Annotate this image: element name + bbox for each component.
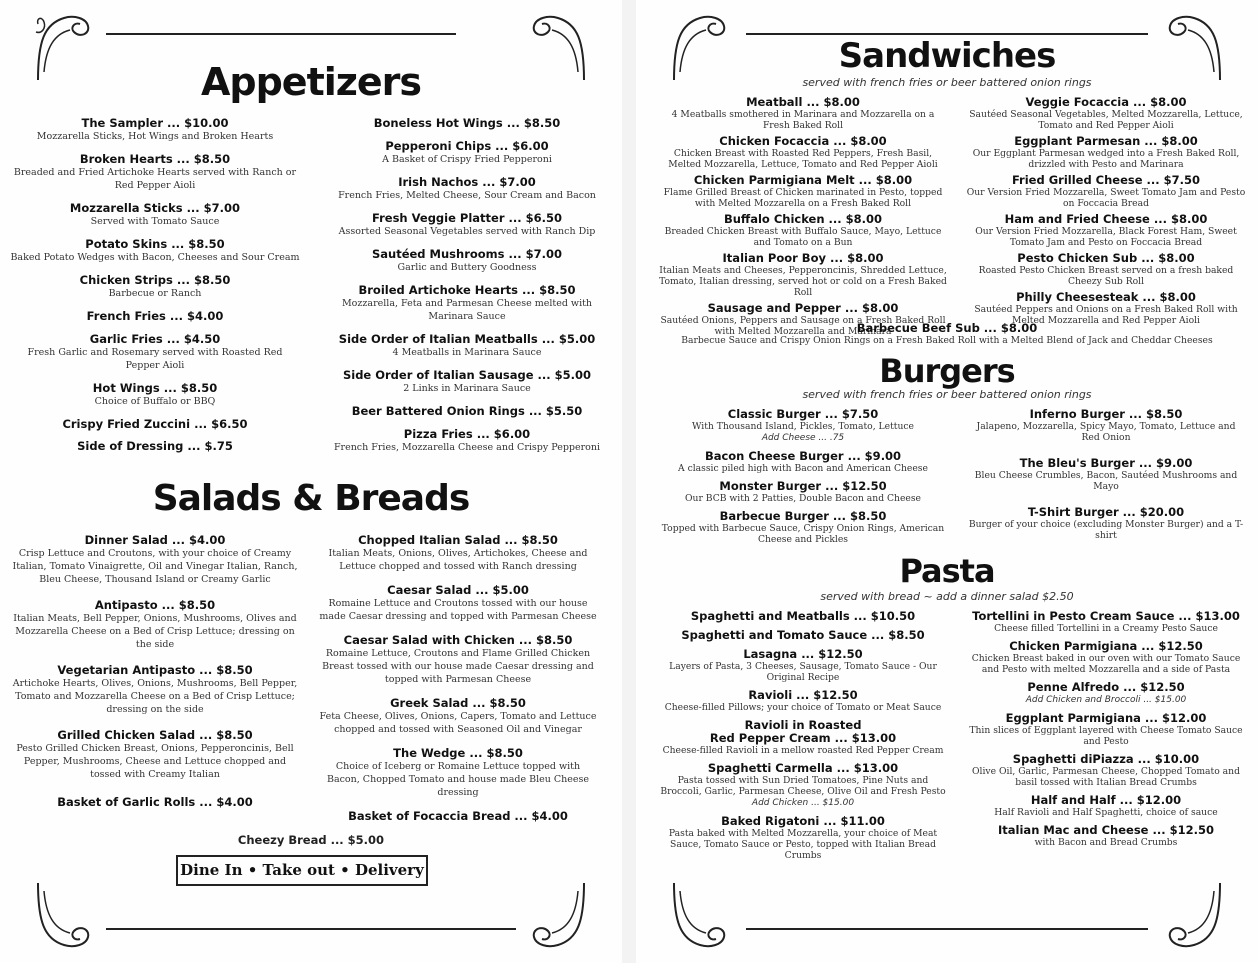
menu-item-name: Grilled Chicken Salad ... $8.50 (57, 728, 253, 742)
menu-item (966, 640, 1246, 675)
menu-item-description: Romaine Lettuce, Croutons and Flame Grilled Chicken Breast tossed with our house made Caesar dressing and topped with Parmesan Cheese (322, 648, 594, 685)
menu-item-description: Layers of Pasta, 3 Cheeses, Sausage, Tomato Sauce - Our Original Recipe (669, 661, 937, 683)
salads-right-column (318, 533, 598, 823)
menu-item (318, 175, 616, 202)
menu-item-description: Our Version Fried Mozzarella, Sweet Tomato Jam and Pesto on Foccacia Bread (966, 187, 1246, 209)
menu-page-right (636, 0, 1258, 963)
menu-item-description: Served with Tomato Sauce (90, 216, 220, 227)
menu-item-name: Eggplant Parmigiana ... $12.00 (1005, 711, 1207, 725)
menu-item-description: Flame Grilled Breast of Chicken marinated in Pesto, topped with Melted Mozzarella on a Fresh Baked Roll (663, 187, 943, 209)
menu-item-description: Olive Oil, Garlic, Parmesan Cheese, Chopped Tomato and basil tossed with Italian Bread Crumbs (972, 766, 1240, 788)
menu-item (318, 533, 598, 573)
top-divider (746, 33, 1148, 35)
menu-item-description: Mozzarella, Feta and Parmesan Cheese melted with Marinara Sauce (341, 298, 593, 322)
menu-item-description: 4 Meatballs in Marinara Sauce (392, 347, 542, 358)
menu-item-name: Pizza Fries ... $6.00 (403, 427, 531, 441)
menu-item-description: Romaine Lettuce and Croutons tossed with our house made Caesar dressing and topped with Parmesan Cheese (319, 598, 597, 622)
menu-item (658, 629, 948, 642)
menu-item (10, 598, 300, 651)
menu-item (966, 135, 1246, 170)
menu-item-name: Spaghetti and Tomato Sauce ... $8.50 (681, 628, 925, 642)
menu-item (966, 610, 1246, 634)
menu-item-name: Side of Dressing ... $.75 (77, 439, 233, 453)
menu-item-description: Feta Cheese, Olives, Onions, Capers, Tomato and Lettuce chopped and tossed with Seasoned Oil and Vinegar (319, 711, 597, 735)
menu-item-name: Broiled Artichoke Hearts ... $8.50 (358, 283, 576, 297)
menu-item-description: Pesto Grilled Chicken Breast, Onions, Pepperoncinis, Bell Pepper, Mushrooms, Cheese and Lettuce chopped and tossed with Creamy Italian (16, 743, 294, 780)
menu-item-name: Veggie Focaccia ... $8.00 (1025, 95, 1187, 109)
menu-item (658, 450, 948, 474)
pasta-right-column (966, 610, 1246, 848)
menu-item (966, 252, 1246, 287)
menu-item-name: Caesar Salad ... $5.00 (387, 583, 529, 597)
sandwiches-left-column (658, 96, 948, 337)
menu-item (658, 719, 948, 756)
corner-flourish-icon (1152, 879, 1224, 951)
menu-item-name: Spaghetti Carmella ... $13.00 (707, 761, 899, 775)
menu-item (318, 211, 616, 238)
menu-item (10, 439, 300, 453)
bottom-divider (746, 928, 1148, 930)
menu-item (318, 696, 598, 736)
menu-item-name: The Wedge ... $8.50 (393, 746, 523, 760)
menu-item-name: Baked Rigatoni ... $11.00 (721, 814, 885, 828)
menu-item (966, 681, 1246, 706)
menu-item-name: Fried Grilled Cheese ... $7.50 (1011, 173, 1201, 187)
sandwiches-right-column (966, 96, 1246, 326)
menu-item-name: Bacon Cheese Burger ... $9.00 (704, 449, 902, 463)
menu-page-left (0, 0, 622, 963)
menu-item-name: Boneless Hot Wings ... $8.50 (373, 116, 561, 130)
menu-item (658, 480, 948, 504)
menu-item (318, 404, 616, 418)
menu-item (318, 746, 598, 799)
menu-item-description: Cheese filled Tortellini in a Creamy Pesto Sauce (994, 623, 1218, 634)
menu-item (658, 252, 948, 298)
menu-item-name: Fresh Veggie Platter ... $6.50 (372, 211, 562, 225)
menu-item (658, 135, 948, 170)
menu-item (658, 510, 948, 545)
menu-item-name: Mozzarella Sticks ... $7.00 (69, 201, 241, 215)
menu-item-name: Ravioli ... $12.50 (748, 688, 858, 702)
menu-item-name: The Bleu's Burger ... $9.00 (1019, 456, 1193, 470)
menu-item (318, 633, 598, 686)
menu-item-description: Breaded and Fried Artichoke Hearts served with Ranch or Red Pepper Aioli (13, 167, 297, 191)
menu-item (10, 273, 300, 300)
menu-item (318, 116, 616, 130)
menu-item-description: Assorted Seasonal Vegetables served with Ranch Dip (338, 226, 596, 237)
menu-item-description: Cheese-filled Ravioli in a mellow roasted Red Pepper Cream (662, 745, 944, 756)
menu-item (318, 139, 616, 166)
menu-item-name: Spaghetti diPiazza ... $10.00 (1012, 752, 1200, 766)
menu-item (658, 689, 948, 713)
service-options-box: Dine In • Take out • Delivery (176, 855, 428, 886)
menu-item (318, 283, 616, 323)
burgers-title: Burgers (879, 352, 1015, 390)
menu-item-name: Buffalo Chicken ... $8.00 (723, 212, 883, 226)
menu-item-name: Ham and Fried Cheese ... $8.00 (1004, 212, 1208, 226)
menu-item-name: Eggplant Parmesan ... $8.00 (1014, 134, 1198, 148)
menu-item-name: Classic Burger ... $7.50 (727, 407, 879, 421)
menu-item-name: Pepperoni Chips ... $6.00 (385, 139, 549, 153)
menu-item-description: Our BCB with 2 Patties, Double Bacon and Cheese (685, 493, 921, 504)
appetizers-left-column (10, 116, 300, 453)
menu-item-description: Artichoke Hearts, Olives, Onions, Mushrooms, Bell Pepper, Tomato and Mozzarella Cheese on a Bed of Crisp Lettuce; dressing on the side (12, 678, 298, 715)
menu-item (318, 332, 616, 359)
menu-item-name-line2: Red Pepper Cream ... $13.00 (709, 731, 897, 745)
menu-item-name: Philly Cheesesteak ... $8.00 (1016, 290, 1196, 304)
menu-item (10, 332, 300, 372)
menu-item-name: French Fries ... $4.00 (86, 309, 224, 323)
menu-item-description: with Bacon and Bread Crumbs (1034, 837, 1178, 848)
menu-item-description: Jalapeno, Mozzarella, Spicy Mayo, Tomato, Lettuce and Red Onion (976, 421, 1236, 443)
menu-item-name: Chicken Parmigiana Melt ... $8.00 (693, 173, 913, 187)
menu-item-description: A Basket of Crispy Fried Pepperoni (382, 154, 552, 165)
menu-item (318, 583, 598, 623)
salads-left-column (10, 533, 300, 809)
menu-item-description: Roasted Pesto Chicken Breast served on a fresh baked Cheezy Sub Roll (978, 265, 1234, 287)
menu-item-name: Beer Battered Onion Rings ... $5.50 (351, 404, 583, 418)
menu-item (318, 427, 616, 454)
menu-item-description: Half Ravioli and Half Spaghetti, choice of sauce (994, 807, 1218, 818)
menu-item-name: Vegetarian Antipasto ... $8.50 (57, 663, 253, 677)
menu-item-name: Meatball ... $8.00 (746, 95, 860, 109)
menu-item-description: Baked Potato Wedges with Bacon, Cheeses and Sour Cream (10, 252, 300, 263)
menu-item-description: Sautéed Peppers and Onions on a Fresh Baked Roll with Melted Mozzarella and Red Pepper Aioli (974, 304, 1238, 326)
menu-item-description: Garlic and Buttery Goodness (397, 262, 537, 273)
pasta-subtitle: served with bread ~ add a dinner salad $2.50 (820, 590, 1074, 603)
menu-item-description: Breaded Chicken Breast with Buffalo Sauce, Mayo, Lettuce and Tomato on a Bun (664, 226, 942, 248)
menu-item-description: Cheese-filled Pillows; your choice of Tomato or Meat Sauce (664, 702, 942, 713)
menu-item (10, 728, 300, 781)
menu-item-addon: Add Cheese ... .75 (761, 433, 845, 443)
menu-item-name: Dinner Salad ... $4.00 (84, 533, 226, 547)
menu-item (658, 648, 948, 683)
top-divider (106, 33, 456, 35)
corner-flourish-icon (34, 879, 106, 951)
menu-item-description: French Fries, Mozzarella Cheese and Crispy Pepperoni (333, 442, 601, 453)
menu-item (658, 815, 948, 861)
appetizers-right-column (318, 116, 616, 454)
salads-breads-title: Salads & Breads (152, 478, 470, 519)
menu-item (10, 201, 300, 228)
menu-item-name: Ravioli in Roasted (744, 718, 862, 732)
menu-item-description: Chicken Breast baked in our oven with our Tomato Sauce and Pesto with melted Mozzarella and a side of Pasta (971, 653, 1241, 675)
menu-item-description: Choice of Buffalo or BBQ (94, 396, 216, 407)
cheezy-bread-item: Cheezy Bread ... $5.00 (237, 833, 385, 847)
menu-item-name: The Sampler ... $10.00 (81, 116, 229, 130)
menu-item (966, 712, 1246, 747)
menu-item-description: Italian Meats and Cheeses, Pepperoncinis, Shredded Lettuce, Tomato, Italian dressing, served hot or cold on a Fresh Baked Roll (659, 265, 947, 298)
menu-item-name: Lasagna ... $12.50 (743, 647, 863, 661)
menu-item-name: Potato Skins ... $8.50 (85, 237, 225, 251)
menu-item-name: Antipasto ... $8.50 (94, 598, 216, 612)
barbecue-beef-sub-item: Barbecue Beef Sub ... $8.00 Barbecue Sauce and Crispy Onion Rings on a Fresh Baked Roll with a Melted Blend of Jack and Cheddar Cheeses (681, 321, 1213, 346)
menu-item-name: Sautéed Mushrooms ... $7.00 (371, 247, 562, 261)
menu-item-description: Sautéed Onions, Peppers and Sausage on a Fresh Baked Roll with Melted Mozzarella and Marinara (660, 315, 946, 337)
menu-item-description: Our Version Fried Mozzarella, Black Forest Ham, Sweet Tomato Jam and Pesto on Foccacia Bread (975, 226, 1237, 248)
menu-item-description: Fresh Garlic and Rosemary served with Roasted Red Pepper Aioli (27, 347, 283, 371)
menu-item (658, 762, 948, 809)
menu-item-name: Inferno Burger ... $8.50 (1029, 407, 1183, 421)
menu-item-name: Caesar Salad with Chicken ... $8.50 (343, 633, 573, 647)
menu-item (10, 381, 300, 408)
menu-item-name: Chicken Parmigiana ... $12.50 (1009, 639, 1203, 653)
menu-item (966, 408, 1246, 443)
menu-item-name: Italian Poor Boy ... $8.00 (722, 251, 884, 265)
page-gutter (622, 0, 636, 963)
menu-item-name: Side Order of Italian Meatballs ... $5.00 (338, 332, 596, 346)
menu-item-description: Choice of Iceberg or Romaine Lettuce topped with Bacon, Chopped Tomato and house made Bleu Cheese dressing (326, 761, 590, 798)
menu-item-addon: Add Chicken and Broccoli ... $15.00 (1025, 695, 1187, 705)
menu-item-name: Basket of Focaccia Bread ... $4.00 (348, 809, 568, 823)
menu-item-name: Sausage and Pepper ... $8.00 (707, 301, 899, 315)
menu-item-name: Irish Nachos ... $7.00 (398, 175, 536, 189)
menu-item-description: Chicken Breast with Roasted Red Peppers, Fresh Basil, Melted Mozzarella, Lettuce, Tomato and Red Pepper Aioli (668, 148, 938, 170)
menu-item-description: Pasta tossed with Sun Dried Tomatoes, Pine Nuts and Broccoli, Garlic, Parmesan Cheese, Olive Oil and Fresh Pesto (660, 775, 946, 797)
menu-item (658, 610, 948, 623)
menu-item (318, 809, 598, 823)
menu-item-name: Monster Burger ... $12.50 (719, 479, 887, 493)
menu-item-description: Sautéed Seasonal Vegetables, Melted Mozzarella, Lettuce, Tomato and Red Pepper Aioli (969, 109, 1243, 131)
burgers-subtitle: served with french fries or beer battered onion rings (802, 388, 1092, 401)
menu-item (10, 795, 300, 809)
sandwiches-title: Sandwiches (838, 36, 1056, 76)
burgers-right-column (966, 408, 1246, 541)
menu-item (10, 663, 300, 716)
corner-flourish-icon (670, 879, 742, 951)
menu-item-name: T-Shirt Burger ... $20.00 (1027, 505, 1185, 519)
menu-item-name: Chicken Strips ... $8.50 (79, 273, 231, 287)
menu-item (966, 794, 1246, 818)
bottom-divider (106, 928, 516, 930)
menu-item-name: Spaghetti and Meatballs ... $10.50 (690, 609, 916, 623)
menu-item (966, 753, 1246, 788)
pasta-left-column (658, 610, 948, 861)
menu-item-description: Pasta baked with Melted Mozzarella, your choice of Meat Sauce, Tomato Sauce or Pesto, topped with Italian Bread Crumbs (668, 828, 938, 861)
menu-item-description: Burger of your choice (excluding Monster Burger) and a T-shirt (968, 519, 1244, 541)
menu-item-addon: Add Chicken ... $15.00 (751, 798, 855, 808)
menu-item (966, 824, 1246, 848)
menu-item-description: Italian Meats, Onions, Olives, Artichokes, Cheese and Lettuce chopped and tossed with Ranch dressing (328, 548, 588, 572)
menu-item (10, 116, 300, 143)
appetizers-title: Appetizers (200, 60, 422, 104)
menu-item-description: 2 Links in Marinara Sauce (403, 383, 531, 394)
menu-item-description: Topped with Barbecue Sauce, Crispy Onion Rings, American Cheese and Pickles (661, 523, 945, 545)
menu-item-description: Italian Meats, Bell Pepper, Onions, Mushrooms, Olives and Mozzarella Cheese on a Bed of Crisp Lettuce; dressing on the side (13, 613, 297, 650)
menu-item-name: Garlic Fries ... $4.50 (89, 332, 221, 346)
menu-item-description: Our Eggplant Parmesan wedged into a Fresh Baked Roll, drizzled with Pesto and Marinara (972, 148, 1240, 170)
menu-item-description: Crisp Lettuce and Croutons, with your choice of Creamy Italian, Tomato Vinaigrette, Oil and Vinegar Italian, Ranch, Bleu Cheese, Thousand Island or Creamy Garlic (12, 548, 298, 585)
menu-item-name: Basket of Garlic Rolls ... $4.00 (57, 795, 253, 809)
menu-item-description: Thin slices of Eggplant layered with Cheese Tomato Sauce and Pesto (969, 725, 1243, 747)
corner-flourish-icon (516, 879, 588, 951)
menu-item (658, 213, 948, 248)
pasta-title: Pasta (899, 552, 995, 590)
burgers-left-column (658, 408, 948, 545)
menu-item-description: French Fries, Melted Cheese, Sour Cream and Bacon (338, 190, 596, 201)
menu-item-name: Barbecue Burger ... $8.50 (719, 509, 887, 523)
menu-item (10, 152, 300, 192)
menu-item-description: 4 Meatballs smothered in Marinara and Mozzarella on a Fresh Baked Roll (671, 109, 935, 131)
menu-item-description: Barbecue or Ranch (108, 288, 202, 299)
menu-item-name: Greek Salad ... $8.50 (390, 696, 526, 710)
menu-item (10, 237, 300, 264)
menu-item (10, 417, 300, 431)
menu-item (658, 174, 948, 209)
menu-item-name: Hot Wings ... $8.50 (92, 381, 218, 395)
menu-item (318, 368, 616, 395)
menu-item-name: Side Order of Italian Sausage ... $5.00 (342, 368, 592, 382)
menu-item-name: Half and Half ... $12.00 (1030, 793, 1182, 807)
menu-item (10, 309, 300, 323)
menu-item-name: Crispy Fried Zuccini ... $6.50 (62, 417, 248, 431)
menu-item-name: Italian Mac and Cheese ... $12.50 (998, 823, 1214, 837)
menu-item (966, 457, 1246, 492)
menu-item-name: Tortellini in Pesto Cream Sauce ... $13.00 (972, 609, 1240, 623)
menu-item-name: Chopped Italian Salad ... $8.50 (358, 533, 558, 547)
menu-item-description: Bleu Cheese Crumbles, Bacon, Sautéed Mushrooms and Mayo (974, 470, 1238, 492)
menu-item (318, 247, 616, 274)
menu-item-name: Chicken Focaccia ... $8.00 (719, 134, 887, 148)
menu-item-description: Mozzarella Sticks, Hot Wings and Broken Hearts (36, 131, 274, 142)
menu-item (658, 96, 948, 131)
menu-item-description: With Thousand Island, Pickles, Tomato, Lettuce (692, 421, 914, 432)
menu-item (966, 174, 1246, 209)
menu-item (966, 506, 1246, 541)
menu-item-name: Pesto Chicken Sub ... $8.00 (1017, 251, 1195, 265)
menu-item (966, 96, 1246, 131)
menu-item-description: A classic piled high with Bacon and American Cheese (678, 463, 928, 474)
menu-item (658, 408, 948, 444)
sandwiches-subtitle: served with french fries or beer battered onion rings (802, 76, 1092, 89)
menu-item-name: Broken Hearts ... $8.50 (79, 152, 231, 166)
menu-item (10, 533, 300, 586)
menu-item (966, 213, 1246, 248)
menu-item-name: Penne Alfredo ... $12.50 (1027, 680, 1185, 694)
